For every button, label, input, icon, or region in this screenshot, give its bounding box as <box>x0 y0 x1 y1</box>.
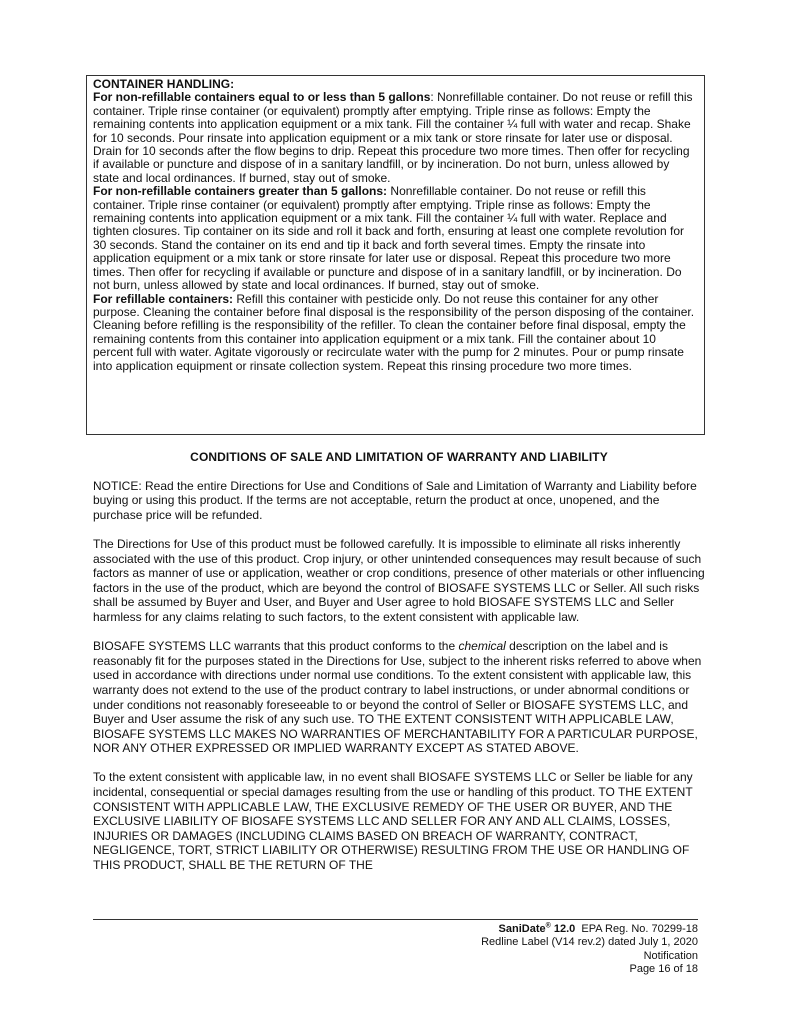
section-text: Nonrefillable container. Do not reuse or refill this container. Triple rinse container (or equivalent) promptly after emptying. Triple rinse as follows: Empty the remaining contents into application equipment or a mix tank. Fill the container ¼ full with water. Replace and tighten closures. Tip container on its side and roll it back and forth, ensuring at least one complete revolution for 30 seconds. Stand the container on its end and tip it back and forth several times. Empty the rinsate into application equipment or a mix tank or store rinsate for later use or disposal. Repeat this procedure two more times. Then offer for recycling if available or puncture and dispose of in a sanitary landfill, or by incineration. Do not burn, unless allowed by state and local ordinances. If burned, stay out of smoke. <box>93 184 684 293</box>
footer-divider <box>93 919 698 920</box>
section-text: Nonrefillable container. Do not reuse or refill this container. Triple rinse container (or equivalent) promptly after emptying. Triple rinse as follows: Empty the remaining contents into application equipment or a mix tank. Fill the container ¼ full with water and recap. Shake for 10 seconds. Pour rinsate into application equipment or a mix tank or store rinsate for later use or disposal. Drain for 10 seconds after the flow begins to drip. Repeat this procedure two more times. Then offer for recycling if available or puncture and dispose of in a sanitary landfill, or by incineration. Do not burn, unless allowed by state and local ordinances. If burned, stay out of smoke. <box>93 90 693 185</box>
notice-paragraph: NOTICE: Read the entire Directions for Use and Conditions of Sale and Limitation of Warranty and Liability before buying or using this product. If the terms are not acceptable, return the product at once, unopened, and the purchase price will be refunded. <box>93 478 697 522</box>
section-label: For non-refillable containers equal to or less than 5 gallons <box>93 90 431 105</box>
notification-label: Notification <box>643 949 698 962</box>
page-footer <box>400 923 698 977</box>
section-small-containers: For non-refillable containers equal to or less than 5 gallons: Nonrefillable container. Do not reuse or refill this container. Triple rinse container (or equivalent) promptly after emptying. Triple rinse as follows: Empty the remaining contents into application equipment or a mix tank. Fill the container ¼ full with water and recap. Shake for 10 seconds. Pour rinsate into application equipment or a mix tank or store rinsate for later use or disposal. Drain for 10 seconds after the flow begins to drip. Repeat this procedure two more times. Then offer for recycling if available or puncture and dispose of in a sanitary landfill, or by incineration. Do not burn, unless allowed by state and local ordinances. If burned, stay out of smoke. <box>93 90 693 185</box>
warranty-paragraph: BIOSAFE SYSTEMS LLC warrants that this product conforms to the chemical description on the label and is reasonably fit for the purposes stated in the Directions for Use, subject to the inherent risks referred to above when used in accordance with directions under normal use conditions. To the extent consistent with applicable law, this warranty does not extend to the use of the product contrary to label instructions, or under abnormal conditions or under conditions not reasonably foreseeable to or beyond the control of Seller or BIOSAFE SYSTEMS LLC, and Buyer and User assume the risk of any such use. TO THE EXTENT CONSISTENT WITH APPLICABLE LAW, BIOSAFE SYSTEMS LLC MAKES NO WARRANTIES OF MERCHANTABILITY FOR A PARTICULAR PURPOSE, NOR ANY OTHER EXPRESSED OR IMPLIED WARRANTY EXCEPT AS STATED ABOVE. <box>93 639 702 756</box>
container-handling-box <box>86 75 705 435</box>
page-number: Page 16 of 18 <box>629 963 698 976</box>
section-label: For non-refillable containers greater than 5 gallons: <box>93 184 388 199</box>
container-handling-heading: CONTAINER HANDLING: <box>93 77 235 91</box>
footer-product-line: SaniDate® 12.0 EPA Reg. No. 70299-18 <box>498 922 698 935</box>
label-info: Redline Label (V14 rev.2) dated July 1, 2020 <box>481 936 698 949</box>
directions-paragraph: The Directions for Use of this product must be followed carefully. It is impossible to eliminate all risks inherently associated with the use of this product. Crop injury, or other unintended consequences may result because of such factors as manner of use or application, weather or crop conditions, presence of other materials or other influencing factors in the use of the product, which are beyond the control of BIOSAFE SYSTEMS LLC or Seller. All such risks shall be assumed by Buyer and User, and Buyer and User agree to hold BIOSAFE SYSTEMS LLC and Seller harmless for any claims relating to such factors, to the extent consistent with applicable law. <box>93 536 705 624</box>
section-text: Refill this container with pesticide only. Do not reuse this container for any other purpose. Cleaning the container before final disposal is the responsibility of the person disposing of the container. Cleaning before refilling is the responsibility of the refiller. To clean the container before final disposal, empty the remaining contents from this container into application equipment or a mix tank. Fill the container about 10 percent full with water. Agitate vigorously or recirculate water with the pump for 2 minutes. Pour or pump rinsate into application equipment or rinsate collection system. Repeat this rinsing procedure two more times. <box>93 291 695 373</box>
section-large-containers <box>93 185 698 292</box>
section-refillable-containers <box>93 293 698 373</box>
liability-paragraph: To the extent consistent with applicable law, in no event shall BIOSAFE SYSTEMS LLC or Seller be liable for any incidental, consequential or special damages resulting from the use or handling of this product. TO THE EXTENT CONSISTENT WITH APPLICABLE LAW, THE EXCLUSIVE REMEDY OF THE USER OR BUYER, AND THE EXCLUSIVE LIABILITY OF BIOSAFE SYSTEMS LLC AND SELLER FOR ANY AND ALL CLAIMS, LOSSES, INJURIES OR DAMAGES (INCLUDING CLAIMS BASED ON BREACH OF WARRANTY, CONTRACT, NEGLIGENCE, TORT, STRICT LIABILITY OR OTHERWISE) RESULTING FROM THE USE OR HANDLING OF THIS PRODUCT, SHALL BE THE RETURN OF THE <box>93 770 693 873</box>
epa-reg-number: EPA Reg. No. 70299-18 <box>581 923 698 935</box>
product-name: SaniDate <box>498 923 546 935</box>
conditions-of-sale <box>93 450 705 887</box>
section-label: For refillable containers: <box>93 291 234 306</box>
conditions-heading: CONDITIONS OF SALE AND LIMITATION OF WARRANTY AND LIABILITY <box>190 450 608 464</box>
